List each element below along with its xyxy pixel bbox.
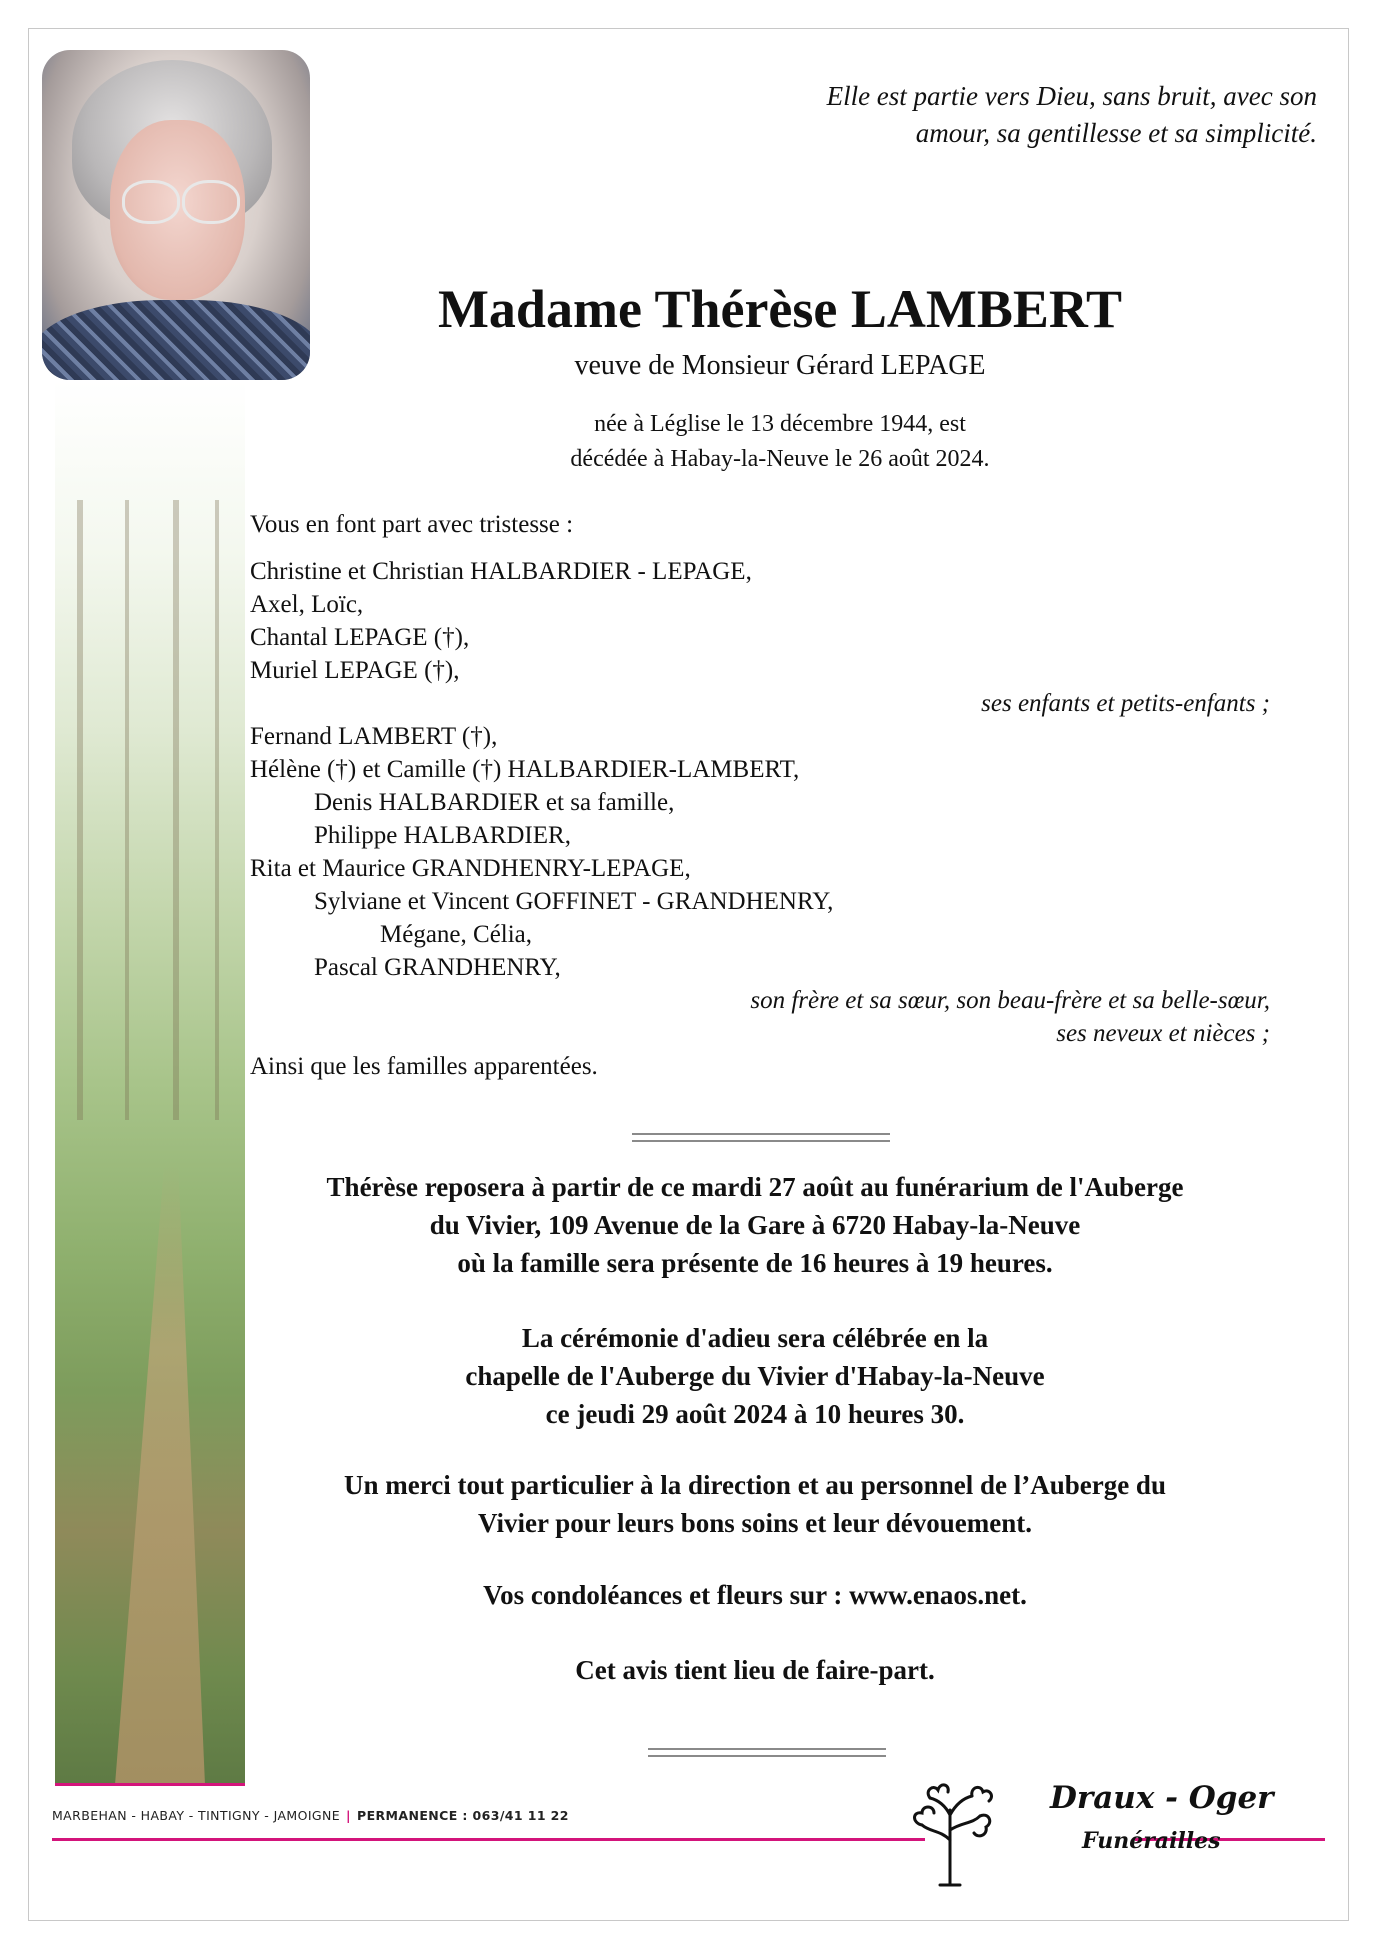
family-member: Christine et Christian HALBARDIER - LEPAGE, <box>250 558 752 585</box>
family-member: Hélène (†) et Camille (†) HALBARDIER-LAMBERT, <box>250 756 800 783</box>
family-member: Pascal GRANDHENRY, <box>314 954 561 981</box>
family-closing: Ainsi que les familles apparentées. <box>250 1053 598 1080</box>
portrait-photo <box>42 50 310 380</box>
family-member: Chantal LEPAGE (†), <box>250 624 470 651</box>
info-line: Vivier pour leurs bons soins et leur dévouement. <box>477 1508 1033 1538</box>
quote-line: amour, sa gentillesse et sa simplicité. <box>915 118 1317 148</box>
family-member: Fernand LAMBERT (†), <box>250 723 498 750</box>
family-relation: ses neveux et nièces ; <box>1056 1020 1270 1047</box>
family-member: Muriel LEPAGE (†), <box>250 657 460 684</box>
wake-info <box>230 1168 1280 1282</box>
family-member: Mégane, Célia, <box>380 921 533 948</box>
footer-separator: | <box>346 1808 352 1823</box>
brand-subtitle: Funérailles <box>1082 1828 1221 1854</box>
family-member: Axel, Loïc, <box>250 591 364 618</box>
family-relation: son frère et sa sœur, son beau-frère et sa belle-sœur, <box>750 987 1270 1014</box>
double-divider <box>632 1133 890 1142</box>
family-relation: ses enfants et petits-enfants ; <box>981 690 1270 717</box>
epitaph-quote <box>617 78 1317 152</box>
info-line: La cérémonie d'adieu sera célébrée en la <box>521 1323 989 1353</box>
brand-name: Draux - Oger <box>1050 1780 1274 1816</box>
condolences-info: Vos condoléances et fleurs sur : www.enaos.net. <box>483 1580 1027 1610</box>
info-line: Un merci tout particulier à la direction et au personnel de l’Auberge du <box>344 1470 1166 1500</box>
widow-of: veuve de Monsieur Gérard LEPAGE <box>574 350 986 381</box>
birth-line: née à Léglise le 13 décembre 1944, est <box>594 411 966 437</box>
death-line: décédée à Habay-la-Neuve le 26 août 2024. <box>570 446 990 472</box>
footer-locations <box>52 1808 569 1823</box>
footer-accent-line <box>52 1838 925 1841</box>
family-list <box>250 508 1270 1083</box>
permanence-phone: PERMANENCE : 063/41 11 22 <box>357 1808 569 1823</box>
family-member: Sylviane et Vincent GOFFINET - GRANDHENRY, <box>314 888 834 915</box>
info-line: Thérèse reposera à partir de ce mardi 27 août au funérarium de l'Auberge <box>326 1172 1184 1202</box>
deceased-name: Madame Thérèse LAMBERT <box>437 279 1123 339</box>
locations-text: MARBEHAN - HABAY - TINTIGNY - JAMOIGNE <box>52 1808 341 1823</box>
forest-accent-bar <box>55 1783 245 1786</box>
tree-logo-icon <box>900 1770 1000 1890</box>
info-line: ce jeudi 29 août 2024 à 10 heures 30. <box>545 1399 965 1429</box>
family-intro: Vous en font part avec tristesse : <box>250 511 574 538</box>
family-member: Philippe HALBARDIER, <box>314 822 571 849</box>
ceremony-info <box>230 1319 1280 1433</box>
quote-line: Elle est partie vers Dieu, sans bruit, avec son <box>826 81 1317 111</box>
forest-path-image <box>55 380 245 1785</box>
family-member: Denis HALBARDIER et sa famille, <box>314 789 675 816</box>
birth-death-info <box>380 407 1180 477</box>
info-line: du Vivier, 109 Avenue de la Gare à 6720 Habay-la-Neuve <box>429 1210 1081 1240</box>
notice-info: Cet avis tient lieu de faire-part. <box>575 1655 935 1685</box>
family-member: Rita et Maurice GRANDHENRY-LEPAGE, <box>250 855 691 882</box>
info-line: chapelle de l'Auberge du Vivier d'Habay-la-Neuve <box>465 1361 1045 1391</box>
info-line: où la famille sera présente de 16 heures à 19 heures. <box>457 1248 1053 1278</box>
double-divider <box>648 1748 886 1757</box>
thanks-info <box>230 1466 1280 1542</box>
